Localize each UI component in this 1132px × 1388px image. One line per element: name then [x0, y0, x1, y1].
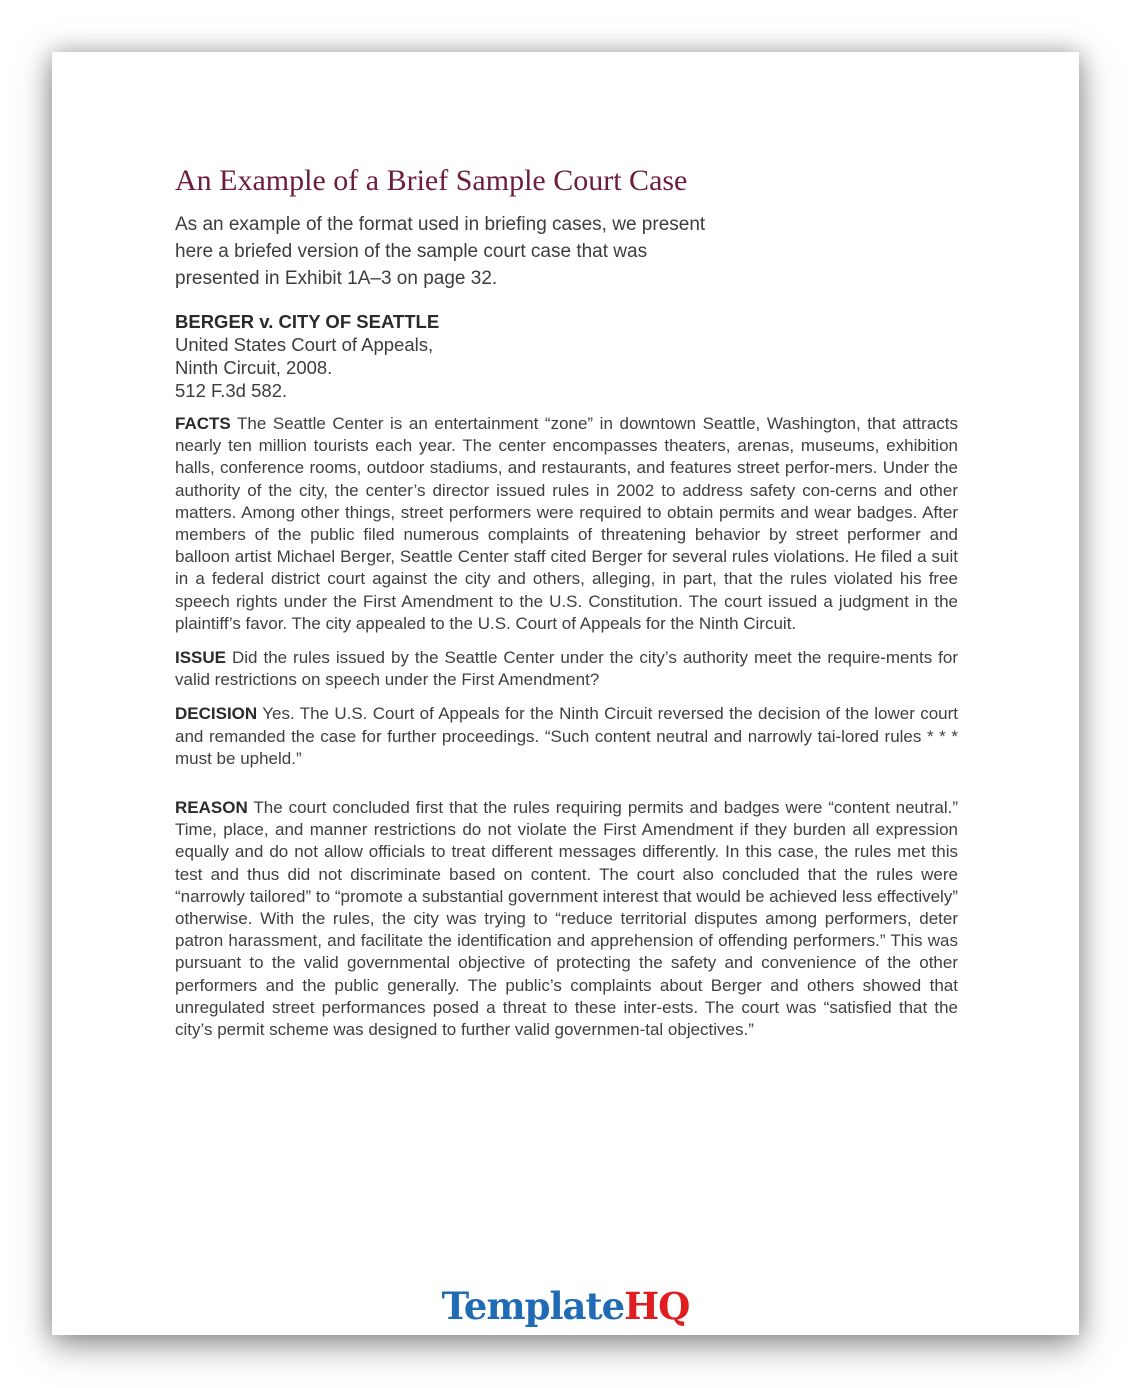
facts-section	[175, 413, 958, 635]
decision-text: Yes. The U.S. Court of Appeals for the Ninth Circuit reversed the decision of the lower court and remanded the case for further proceedings. “Such content neutral and narrowly tai-lored rules * * * must be upheld.”	[175, 704, 958, 768]
facts-label: FACTS	[175, 414, 231, 433]
decision-label: DECISION	[175, 704, 258, 724]
case-citation: 512 F.3d 582.	[175, 380, 288, 401]
page-title: An Example of a Brief Sample Court Case	[175, 164, 688, 197]
reason-label: REASON	[175, 798, 248, 818]
reason-section	[175, 797, 958, 1041]
templatehq-logo-hq: HQ	[624, 1284, 690, 1328]
issue-section	[175, 647, 958, 691]
intro-paragraph: As an example of the format used in briefing cases, we present here a briefed version of the sample court case that was presented in Exhibit 1A–3 on page 32.	[175, 214, 706, 289]
case-citation-block	[175, 310, 958, 402]
facts-text: The Seattle Center is an entertainment “zone” in downtown Seattle, Washington, that attracts nearly ten million tourists each year. The center encompasses theaters, arenas, museums, exhibition halls, conference rooms, outdoor stadiums, and restaurants, and features street perfor-mers. Under the authority of the city, the center’s director issued rules in 2002 to address safety con-cerns and other matters. Among other things, street performers were required to obtain permits and wear badges. After members of the public filed numerous complaints of threatening behavior by street performer and balloon artist Michael Berger, Seattle Center staff cited Berger for several rules violations. He filed a suit in a federal district court against the city and others, alleging, in part, that the rules violated his free speech rights under the First Amendment to the U.S. Constitution. The court issued a judgment in the plaintiff’s favor. The city appealed to the U.S. Court of Appeals for the Ninth Circuit.	[175, 414, 958, 633]
reason-text: The court concluded first that the rules requiring permits and badges were “content neutral.” Time, place, and manner restrictions do not violate the First Amendment if they burden all expression equally and do not allow officials to treat different messages differently. In this case, the rules met this test and thus did not discriminate based on content. The court also concluded that the rules were “narrowly tailored” to “promote a substantial government interest that would be achieved less effectively” otherwise. With the rules, the city was trying to “reduce territorial disputes among performers, deter patron harassment, and facilitate the identification and apprehension of offending performers.” This was pursuant to the valid governmental objective of protecting the safety and convenience of the other performers and the public generally. The public’s complaints about Berger and others showed that unregulated street performances posed a threat to these inter-ests. The court was “satisfied that the city’s permit scheme was designed to further valid governmen-tal objectives.”	[175, 798, 958, 1040]
templatehq-logo	[52, 1283, 1079, 1329]
templatehq-logo-template: Template	[441, 1284, 625, 1328]
case-court-line2: Ninth Circuit, 2008.	[175, 357, 333, 378]
case-name: BERGER v. CITY OF SEATTLE	[175, 311, 440, 332]
issue-text: Did the rules issued by the Seattle Center under the city’s authority meet the require-ments for valid restrictions on speech under the First Amendment?	[175, 648, 958, 690]
document-page	[52, 52, 1079, 1335]
issue-label: ISSUE	[175, 648, 227, 668]
decision-section	[175, 703, 958, 770]
case-court-line1: United States Court of Appeals,	[175, 334, 434, 355]
